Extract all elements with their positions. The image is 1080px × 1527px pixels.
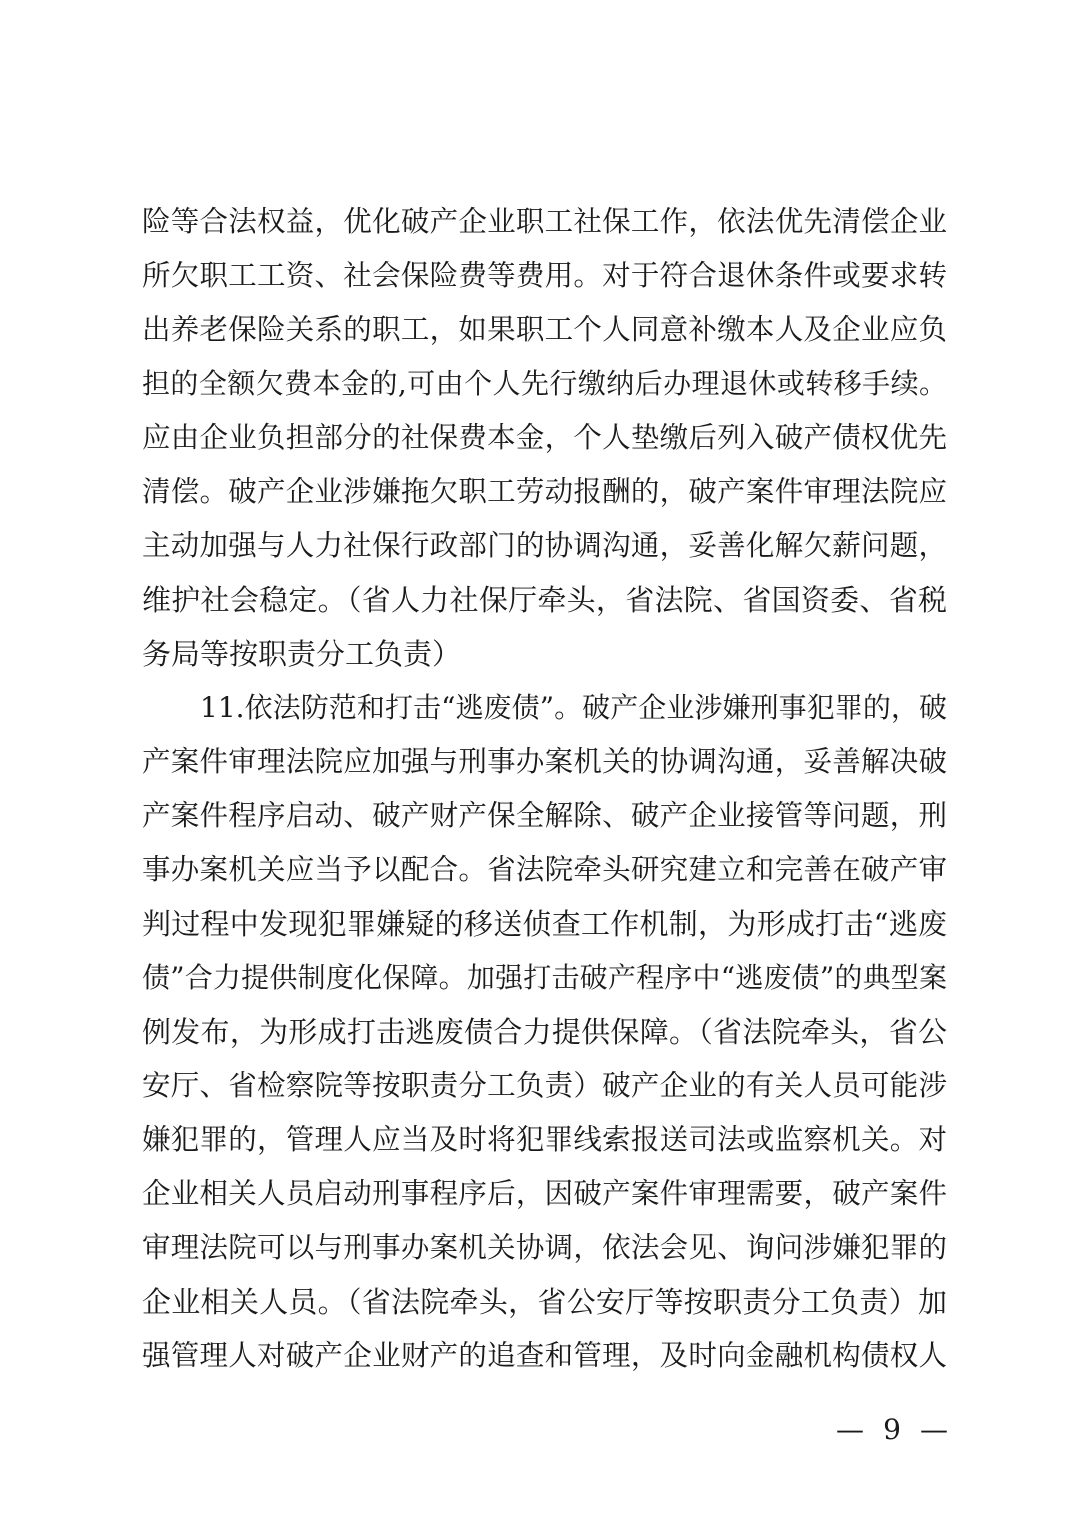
body-line-12: 产案件程序启动、破产财产保全解除、破产企业接管等问题，刑: [142, 799, 947, 832]
body-line-9: 务局等按职责分工负责）: [142, 637, 462, 671]
body-line-17: 安厅、省检察院等按职责分工负责）破产企业的有关人员可能涉: [142, 1069, 947, 1102]
body-line-22: 强管理人对破产企业财产的追查和管理，及时向金融机构债权人: [142, 1339, 947, 1372]
body-line-4: 担的全额欠费本金的,可由个人先行缴纳后办理退休或转移手续。: [142, 367, 947, 400]
body-line-19: 企业相关人员启动刑事程序后，因破产案件审理需要，破产案件: [142, 1177, 947, 1210]
page-number: — 9 —: [836, 1413, 948, 1446]
body-line-6: 清偿。破产企业涉嫌拖欠职工劳动报酬的，破产案件审理法院应: [142, 475, 947, 508]
body-line-14: 判过程中发现犯罪嫌疑的移送侦查工作机制，为形成打击“逃废: [142, 907, 947, 941]
body-line-7: 主动加强与人力社保行政部门的协调沟通，妥善化解欠薪问题，: [142, 529, 947, 562]
body-line-2: 所欠职工工资、社会保险费等费用。对于符合退休条件或要求转: [142, 259, 947, 292]
body-line-18: 嫌犯罪的，管理人应当及时将犯罪线索报送司法或监察机关。对: [142, 1123, 947, 1156]
body-line-5: 应由企业负担部分的社保费本金，个人垫缴后列入破产债权优先: [142, 421, 947, 454]
body-line-3: 出养老保险关系的职工，如果职工个人同意补缴本人及企业应负: [142, 313, 947, 346]
body-line-11: 产案件审理法院应加强与刑事办案机关的协调沟通，妥善解决破: [142, 745, 947, 778]
body-line-10: 11.依法防范和打击“逃废债”。破产企业涉嫌刑事犯罪的，破: [200, 691, 947, 724]
body-line-13: 事办案机关应当予以配合。省法院牵头研究建立和完善在破产审: [142, 853, 947, 886]
body-line-21: 企业相关人员。（省法院牵头，省公安厅等按职责分工负责）加: [142, 1285, 947, 1319]
body-line-20: 审理法院可以与刑事办案机关协调，依法会见、询问涉嫌犯罪的: [142, 1231, 947, 1264]
body-line-15: 债”合力提供制度化保障。加强打击破产程序中“逃废债”的典型案: [142, 961, 947, 994]
body-line-8: 维护社会稳定。（省人力社保厅牵头，省法院、省国资委、省税: [142, 583, 947, 617]
body-line-1: 险等合法权益，优化破产企业职工社保工作，依法优先清偿企业: [142, 205, 947, 238]
body-line-16: 例发布，为形成打击逃废债合力提供保障。（省法院牵头，省公: [142, 1015, 947, 1049]
